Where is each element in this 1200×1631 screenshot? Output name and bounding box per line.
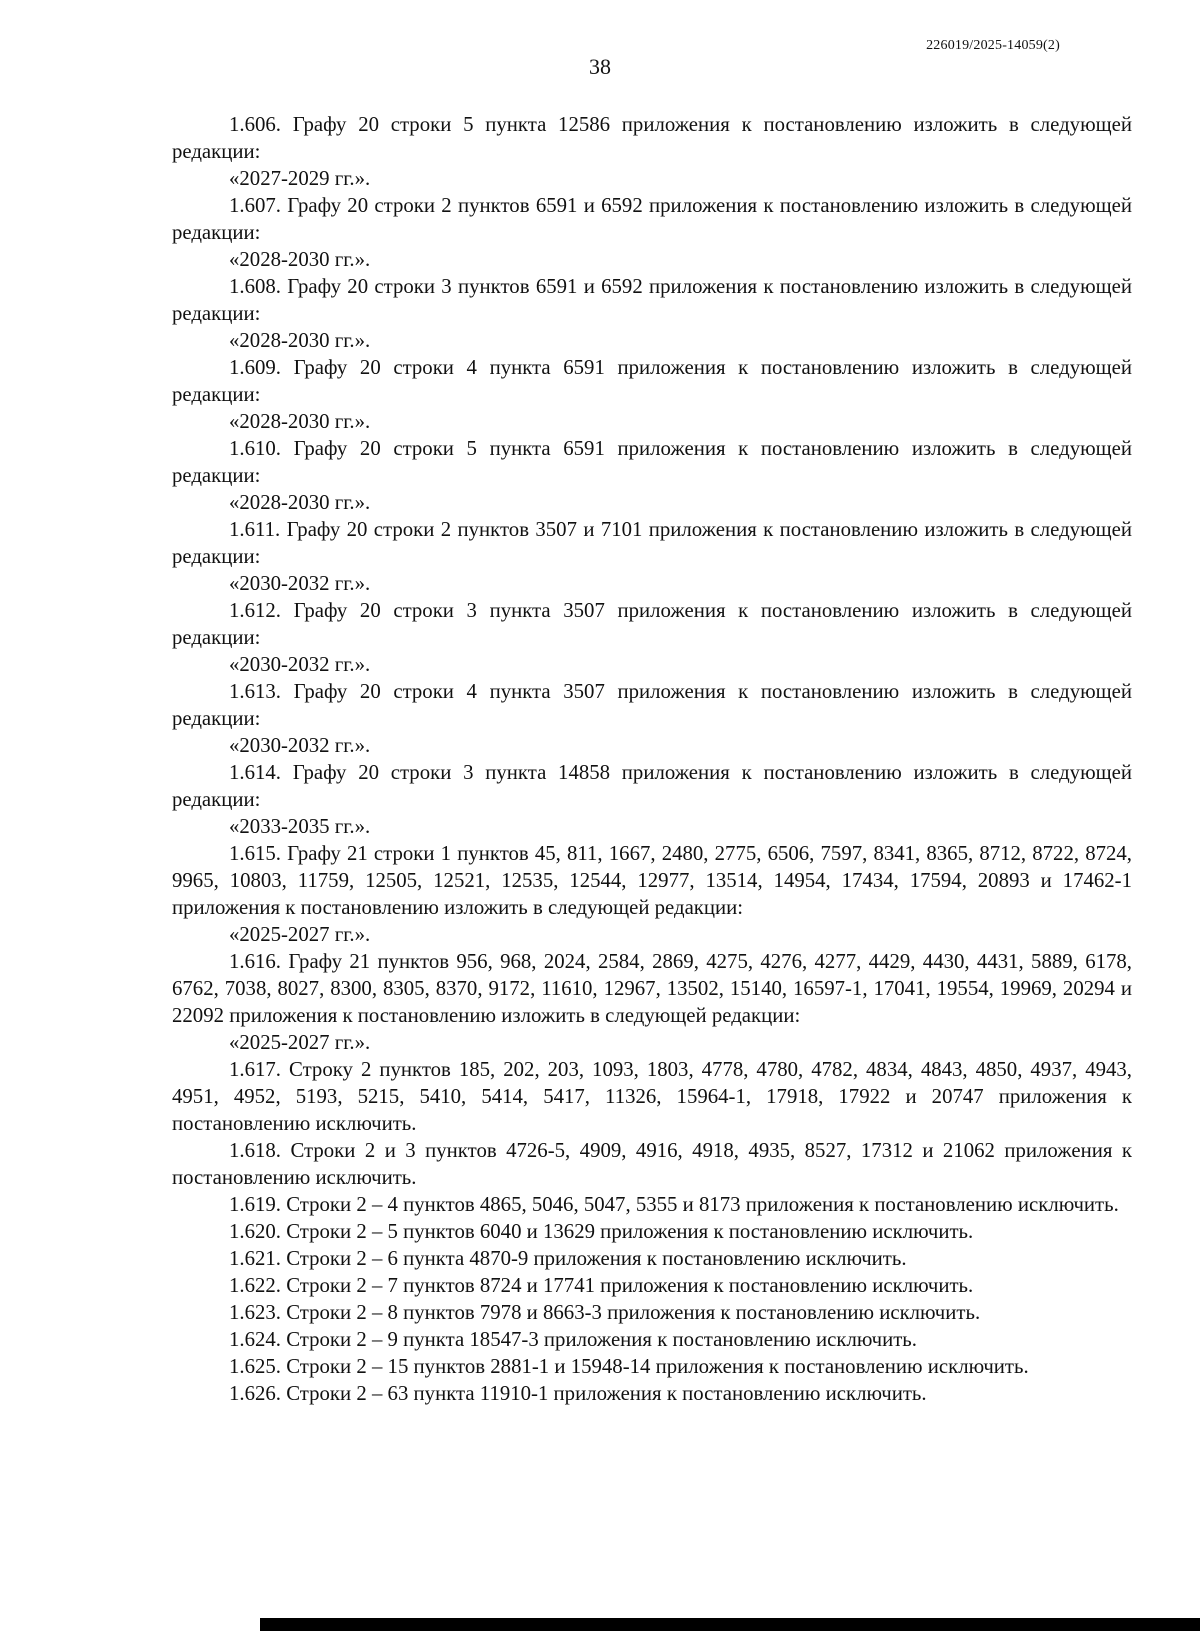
clause-paragraph: 1.615. Графу 21 строки 1 пунктов 45, 811, 1667, 2480, 2775, 6506, 7597, 8341, 8365, 8712, 8722, 8724, 9965, 10803, 11759, 12505, 12521, 12535, 12544, 12977, 13514, 14954, 17434, 17594, 20893 и 17462-1 приложения к постановлению изложить в следующей редакции:: [172, 842, 1132, 919]
clause-new-wording: «2025-2027 гг.».: [229, 1031, 371, 1054]
clause-paragraph: 1.613. Графу 20 строки 4 пункта 3507 приложения к постановлению изложить в следующей редакции:: [172, 680, 1132, 730]
clause-paragraph: 1.611. Графу 20 строки 2 пунктов 3507 и 7101 приложения к постановлению изложить в следующей редакции:: [172, 518, 1132, 568]
clause-paragraph: 1.610. Графу 20 строки 5 пункта 6591 приложения к постановлению изложить в следующей редакции:: [172, 437, 1132, 487]
clause-paragraph: 1.623. Строки 2 – 8 пунктов 7978 и 8663-3 приложения к постановлению исключить.: [229, 1301, 981, 1324]
clause-paragraph: 1.607. Графу 20 строки 2 пунктов 6591 и 6592 приложения к постановлению изложить в следующей редакции:: [172, 194, 1132, 244]
clause-paragraph: 1.609. Графу 20 строки 4 пункта 6591 приложения к постановлению изложить в следующей редакции:: [172, 356, 1132, 406]
clause-paragraph: 1.622. Строки 2 – 7 пунктов 8724 и 17741 приложения к постановлению исключить.: [229, 1274, 974, 1297]
clause-paragraph: 1.619. Строки 2 – 4 пунктов 4865, 5046, 5047, 5355 и 8173 приложения к постановлению исключить.: [229, 1193, 1119, 1216]
clause-paragraph: 1.612. Графу 20 строки 3 пункта 3507 приложения к постановлению изложить в следующей редакции:: [172, 599, 1132, 649]
clause-paragraph: 1.624. Строки 2 – 9 пункта 18547-3 приложения к постановлению исключить.: [229, 1328, 917, 1351]
clause-paragraph: 1.614. Графу 20 строки 3 пункта 14858 приложения к постановлению изложить в следующей редакции:: [172, 761, 1132, 811]
clause-paragraph: 1.625. Строки 2 – 15 пунктов 2881-1 и 15948-14 приложения к постановлению исключить.: [229, 1355, 1029, 1378]
document-body: [172, 111, 1132, 1407]
clause-new-wording: «2028-2030 гг.».: [229, 329, 371, 352]
clause-new-wording: «2030-2032 гг.».: [229, 653, 371, 676]
clause-paragraph: 1.608. Графу 20 строки 3 пунктов 6591 и 6592 приложения к постановлению изложить в следующей редакции:: [172, 275, 1132, 325]
clause-new-wording: «2028-2030 гг.».: [229, 491, 371, 514]
clause-new-wording: «2025-2027 гг.».: [229, 923, 371, 946]
clause-paragraph: 1.617. Строку 2 пунктов 185, 202, 203, 1093, 1803, 4778, 4780, 4782, 4834, 4843, 4850, 4937, 4943, 4951, 4952, 5193, 5215, 5410, 5414, 5417, 11326, 15964-1, 17918, 17922 и 20747 приложения к постановлению исключить.: [172, 1058, 1132, 1135]
page-number: 38: [589, 54, 611, 79]
document-registration-number: 226019/2025-14059(2): [926, 38, 1060, 53]
clause-paragraph: 1.621. Строки 2 – 6 пункта 4870-9 приложения к постановлению исключить.: [229, 1247, 907, 1270]
clause-new-wording: «2028-2030 гг.».: [229, 410, 371, 433]
clause-new-wording: «2028-2030 гг.».: [229, 248, 371, 271]
scan-edge-bar: [0, 1618, 1200, 1631]
clause-paragraph: 1.620. Строки 2 – 5 пунктов 6040 и 13629 приложения к постановлению исключить.: [229, 1220, 974, 1243]
clause-paragraph: 1.618. Строки 2 и 3 пунктов 4726-5, 4909, 4916, 4918, 4935, 8527, 17312 и 21062 приложения к постановлению исключить.: [172, 1139, 1132, 1189]
clause-paragraph: 1.616. Графу 21 пунктов 956, 968, 2024, 2584, 2869, 4275, 4276, 4277, 4429, 4430, 4431, 5889, 6178, 6762, 7038, 8027, 8300, 8305, 8370, 9172, 11610, 12967, 13502, 15140, 16597-1, 17041, 19554, 19969, 20294 и 22092 приложения к постановлению изложить в следующей редакции:: [172, 950, 1132, 1027]
clause-paragraph: 1.626. Строки 2 – 63 пункта 11910-1 приложения к постановлению исключить.: [229, 1382, 927, 1405]
clause-new-wording: «2030-2032 гг.».: [229, 734, 371, 757]
clause-new-wording: «2030-2032 гг.».: [229, 572, 371, 595]
clause-paragraph: 1.606. Графу 20 строки 5 пункта 12586 приложения к постановлению изложить в следующей редакции:: [172, 113, 1132, 163]
clause-new-wording: «2033-2035 гг.».: [229, 815, 371, 838]
clause-new-wording: «2027-2029 гг.».: [229, 167, 371, 190]
